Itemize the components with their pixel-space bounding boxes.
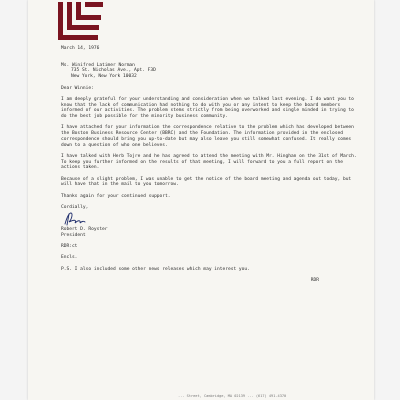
letter-date: March 14, 1976 (61, 46, 100, 51)
postscript-initials: RDR (310, 278, 319, 284)
letter-page (28, 0, 374, 400)
signer-title: President (61, 232, 86, 238)
signer-name: Robert D. Royster (61, 226, 108, 232)
recipient-address (61, 63, 361, 80)
logo-bar-7 (85, 2, 103, 7)
handwritten-signature (63, 211, 103, 227)
letterhead-footer: ... Street, Cambridge, MA 02139 ... (617) 491-4370 (178, 394, 287, 398)
enclosure-note: Encls. (61, 255, 78, 261)
logo-bar-1 (58, 2, 63, 40)
recipient-city: New York, New York 10032 (71, 74, 137, 80)
logo-bar-6 (76, 15, 101, 20)
paragraph-1: I am deeply grateful for your understanding and consideration when we talked last evening. I do want you to know that the lack of communication had nothing to do with you or any intent to keep the board members informed of our activities. The problem stems strictly from being overworked and single minded in trying to do the best job possible for the minority business community. (61, 96, 354, 119)
letterhead-logo (58, 2, 104, 42)
logo-bar-4 (67, 25, 99, 30)
salutation: Dear Winnie: (61, 85, 94, 91)
paragraph-3: I have talked with Herb Tojre and he has agreed to attend the meeting with Mr. Hinghan on the 31st of March. To keep you further informed on the results of that meeting, I will forward to you a full report on the actions taken. (61, 153, 357, 171)
postscript: P.S. I also included some other news releases which may interest you. (61, 266, 250, 272)
paragraph-5: Thanks again for your continued support. (61, 193, 171, 199)
letter-body (61, 46, 361, 284)
closing: Cordially, (61, 205, 89, 211)
typist-initials: RDR:ct (61, 243, 78, 249)
logo-bar-2 (58, 35, 98, 40)
signature (61, 211, 361, 227)
recipient-street: 735 St. Nicholas Ave., Apt. F3D (71, 68, 156, 74)
paragraph-2: I have attached for your information the correspondence relative to the problem which has developed between the Boston Business Resource Center (BBRC) and the Foundation. The information provided in the enclosed correspondence should bring you up-to-date but may also leave you still somewhat confused. It really comes down to a question of who one believes. (61, 125, 354, 148)
recipient-name: Ms. Winifred Latimer Norman (61, 62, 135, 68)
paragraph-4: Because of a slight problem, I was unable to get the notice of the board meeting and agenda out today, but will have that in the mail to you tomorrow. (61, 176, 352, 188)
